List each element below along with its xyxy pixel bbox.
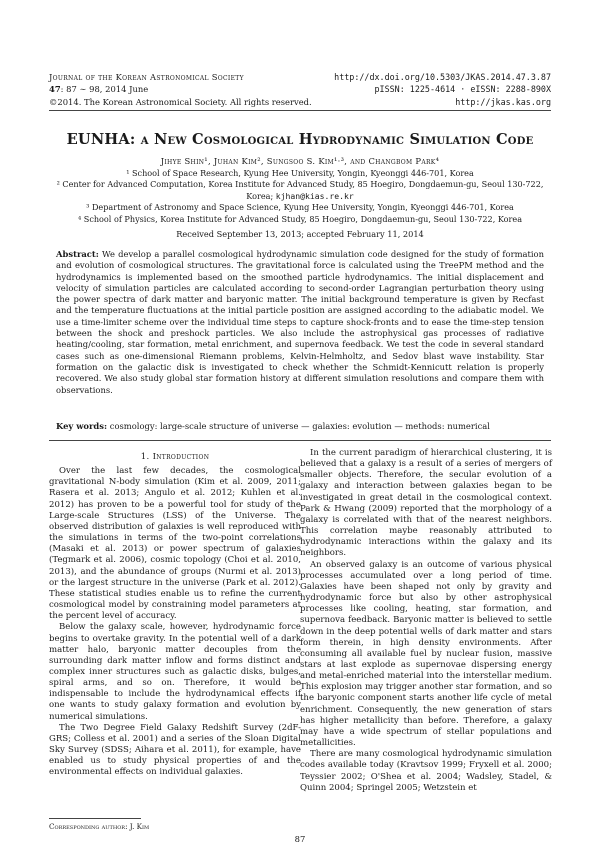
keywords-label: Key words:: [56, 421, 108, 431]
affiliation-1: ¹ School of Space Research, Kyung Hee University, Yongin, Kyeonggi 446-701, Korea: [126, 168, 474, 178]
abstract: [56, 249, 544, 396]
paragraph: An observed galaxy is an outcome of various physical processes accumulated over a long period of time. Galaxies have been shaped not only by gravity and hydrodynamic force but also by other astrophysical processes like cooling, heating, star formation, and supernova feedback. Baryonic matter is believed to settle down in the deep potential wells of dark matter and stars form therein, in high density environments. After consuming all available fuel by nuclear fusion, massive stars at last explode as supernovae dispersing energy and metal-enriched material into the interstellar medium. This explosion may trigger another star formation, and so the baryonic component starts another life cycle of metal enrichment. Consequently, the new generation of stars has higher metallicity than before. Therefore, a galaxy may have a wide spectrum of stellar populations and metallicities.: [300, 559, 552, 749]
keywords-text: cosmology: large-scale structure of universe — galaxies: evolution — methods: numerical: [109, 421, 490, 431]
abstract-rule: [49, 440, 551, 441]
paragraph: There are many cosmological hydrodynamic simulation codes available today (Kravtsov 1999; Fryxell et al. 2000; Teyssier 2002; O'Shea et al. 2004; Wadsley, Stadel, & Quinn 2004; Springel 2005; Wetzstein et: [300, 749, 552, 793]
footnote-rule: [49, 818, 141, 819]
affiliation-country: Korea;: [246, 190, 274, 201]
corresponding-author: Corresponding author: J. Kim: [49, 822, 150, 831]
author-list: Jihye Shin¹, Juhan Kim², Sungsoo S. Kim¹·³, and Changbom Park⁴: [160, 156, 440, 166]
paragraph: The Two Degree Field Galaxy Redshift Survey (2dF-GRS; Colless et al. 2001) and a series of the Sloan Digital Sky Survey (SDSS; Aihara et al. 2011), for example, have enabled us to study physical properties of and the environmental effects on individual galaxies.: [49, 722, 301, 778]
affiliations: [56, 168, 544, 225]
paper-title: EUNHA: a New Cosmological Hydrodynamic Simulation Code: [66, 131, 534, 148]
doi-header: [334, 71, 551, 108]
volume-line: [49, 83, 312, 95]
volume-number: 47: [49, 84, 61, 95]
section-heading: 1. Introduction: [140, 452, 210, 462]
copyright: ©2014. The Korean Astronomical Society. All rights reserved.: [49, 96, 312, 107]
header-rule: [49, 110, 551, 111]
received-dates: Received September 13, 2013; accepted February 11, 2014: [176, 229, 424, 239]
journal-header: [49, 71, 312, 108]
journal-url[interactable]: http://jkas.kas.org: [455, 96, 551, 107]
keywords: [56, 421, 544, 431]
journal-name: Journal of the Korean Astronomical Society: [49, 72, 244, 82]
affiliation-3: ³ Department of Astronomy and Space Science, Kyung Hee University, Yongin, Kyeonggi 446-701, Korea: [86, 202, 514, 213]
doi-link[interactable]: http://dx.doi.org/10.5303/JKAS.2014.47.3.87: [334, 72, 551, 82]
paragraph: Over the last few decades, the cosmological gravitational N-body simulation (Kim et al. 2009, 2011; Rasera et al. 2013; Angulo et al. 2012; Kuhlen et al. 2012) has proven to be a powerful tool for study of the Large-scale Structures (LSS) of the Universe. The observed distribution of galaxies is well reproduced with the simulations in terms of the two-point correlations (Masaki et al. 2013) or power spectrum of galaxies (Tegmark et al. 2006), cosmic topology (Choi et al. 2010, 2013), and the abundance of groups (Nurmi et al. 2013) or the largest structure in the universe (Park et al. 2012). These statistical studies enable us to refine the current cosmological model by constraining model parameters at the percent level of accuracy.: [49, 466, 301, 622]
page-number: 87: [294, 834, 306, 844]
affiliation-2: ² Center for Advanced Computation, Korea Institute for Advanced Study, 85 Hoegiro, Dongdaemun-gu, Seoul 130-722,: [56, 179, 544, 190]
issn: pISSN: 1225-4614 · eISSN: 2288-890X: [374, 84, 551, 95]
right-column: [300, 448, 552, 794]
affiliation-4: ⁴ School of Physics, Korea Institute for Advanced Study, 85 Hoegiro, Dongdaemun-gu, Seoul 130-722, Korea: [77, 213, 523, 224]
pages-date: : 87 ∼ 98, 2014 June: [60, 84, 149, 95]
paragraph: Below the galaxy scale, however, hydrodynamic force begins to overtake gravity. In the potential well of a dark matter halo, baryonic matter decouples from the surrounding dark matter inflow and forms distinct and complex inner structures such as galactic disks, bulges, spiral arms, and so on. Therefore, it would be indispensable to include the hydrodynamical effects if one wants to study galaxy formation and evolution by numerical simulations.: [49, 622, 301, 722]
paragraph: In the current paradigm of hierarchical clustering, it is believed that a galaxy is a result of a series of mergers of smaller objects. Therefore, the secular evolution of a galaxy and interaction between galaxies began to be investigated in great detail in the cosmological context. Park & Hwang (2009) reported that the morphology of a galaxy is correlated with that of the nearest neighbors. This correlation maybe reasonably attributed to hydrodynamic interactions within the galaxy and its neighbors.: [300, 448, 552, 559]
affiliation-2-cont: [56, 191, 544, 202]
left-column: [49, 448, 301, 779]
abstract-label: Abstract:: [56, 249, 99, 259]
email-link[interactable]: kjhan@kias.re.kr: [275, 190, 354, 201]
abstract-text: We develop a parallel cosmological hydrodynamic simulation code designed for the study of formation and evolution of cosmological structures. The gravitational force is calculated using the TreePM method and the hydrodynamics is implemented based on the smoothed particle hydrodynamics. The initial displacement and velocity of simulation particles are calculated according to second-order Lagrangian perturbation theory using the power spectra of dark matter and baryonic matter. The initial background temperature is given by Recfast and the temperature fluctuations at the initial particle position are assigned according to the adiabatic model. We use a time-limiter scheme over the individual time steps to capture shock-fronts and to ease the time-step tension between the shock and preshock particles. We also include the astrophysical gas processes of radiative heating/cooling, star formation, metal enrichment, and supernova feedback. We test the code in several standard cases such as one-dimensional Riemann problems, Kelvin-Helmholtz, and Sedov blast wave instability. Star formation on the galactic disk is investigated to check whether the Schmidt-Kennicutt relation is properly recovered. We also study global star formation history at different simulation resolutions and compare them with observations.: [56, 249, 544, 395]
